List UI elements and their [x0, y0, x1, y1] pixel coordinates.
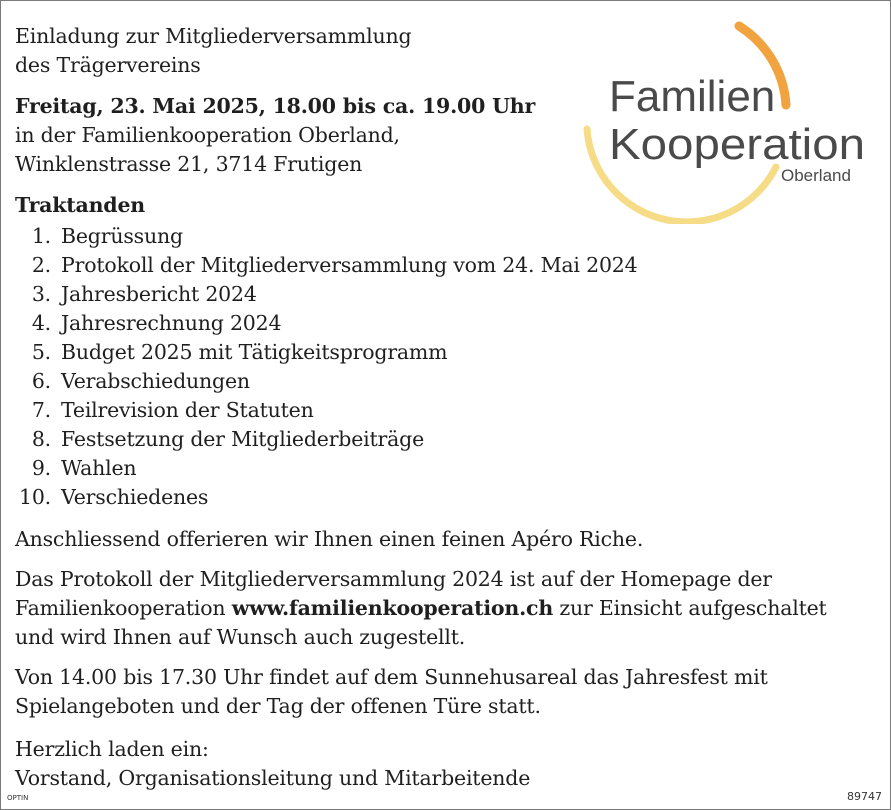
familienkooperation-logo	[581, 19, 876, 224]
protokoll-line-2: Familienkooperation www.familienkooperation.ch zur Einsicht aufgeschaltet	[15, 596, 827, 620]
footer-right-code: 89747	[847, 790, 882, 803]
agenda-item: 5. Budget 2025 mit Tätigkeitsprogramm	[31, 340, 448, 364]
logo-word-familien: Familien	[609, 72, 776, 121]
closing-line-1: Herzlich laden ein:	[15, 737, 209, 761]
agenda-item: 3. Jahresbericht 2024	[31, 282, 257, 306]
agenda-item: 10. Verschiedenes	[18, 485, 209, 509]
fest-line-1: Von 14.00 bis 17.30 Uhr findet auf dem Sunnehusareal das Jahresfest mit	[15, 665, 768, 689]
closing-line-2: Vorstand, Organisationsleitung und Mitarbeitende	[15, 766, 531, 790]
agenda-list	[15, 222, 637, 512]
footer-left-code: OPTIN	[7, 794, 29, 802]
agenda-item: 7. Teilrevision der Statuten	[31, 398, 314, 422]
event-location-line-1: in der Familienkooperation Oberland,	[15, 123, 400, 147]
agenda-item: 9. Wahlen	[31, 456, 137, 480]
logo-word-oberland: Oberland	[781, 166, 851, 185]
agenda-item: 2. Protokoll der Mitgliederversammlung vom 24. Mai 2024	[31, 253, 638, 277]
agenda-title: Traktanden	[15, 193, 145, 217]
event-location-line-2: Winklenstrasse 21, 3714 Frutigen	[15, 152, 363, 176]
homepage-link[interactable]: www.familienkooperation.ch	[231, 596, 554, 620]
agenda-item: 8. Festsetzung der Mitgliederbeiträge	[31, 427, 425, 451]
protokoll-line-3: und wird Ihnen auf Wunsch auch zugestellt.	[15, 625, 466, 649]
apero-paragraph: Anschliessend offerieren wir Ihnen einen feinen Apéro Riche.	[15, 527, 644, 551]
agenda-item: 6. Verabschiedungen	[31, 369, 250, 393]
logo-word-kooperation: Kooperation	[609, 120, 865, 169]
header-line-1: Einladung zur Mitgliederversammlung	[15, 24, 412, 48]
protokoll-line-1: Das Protokoll der Mitgliederversammlung 2024 ist auf der Homepage der	[15, 567, 772, 591]
agenda-item: 4. Jahresrechnung 2024	[31, 311, 282, 335]
event-datetime: Freitag, 23. Mai 2025, 18.00 bis ca. 19.00 Uhr	[15, 94, 536, 118]
fest-line-2: Spielangeboten und der Tag der offenen Türe statt.	[15, 694, 541, 718]
header-line-2: des Trägervereins	[15, 53, 201, 77]
agenda-item: 1. Begrüssung	[31, 224, 183, 248]
